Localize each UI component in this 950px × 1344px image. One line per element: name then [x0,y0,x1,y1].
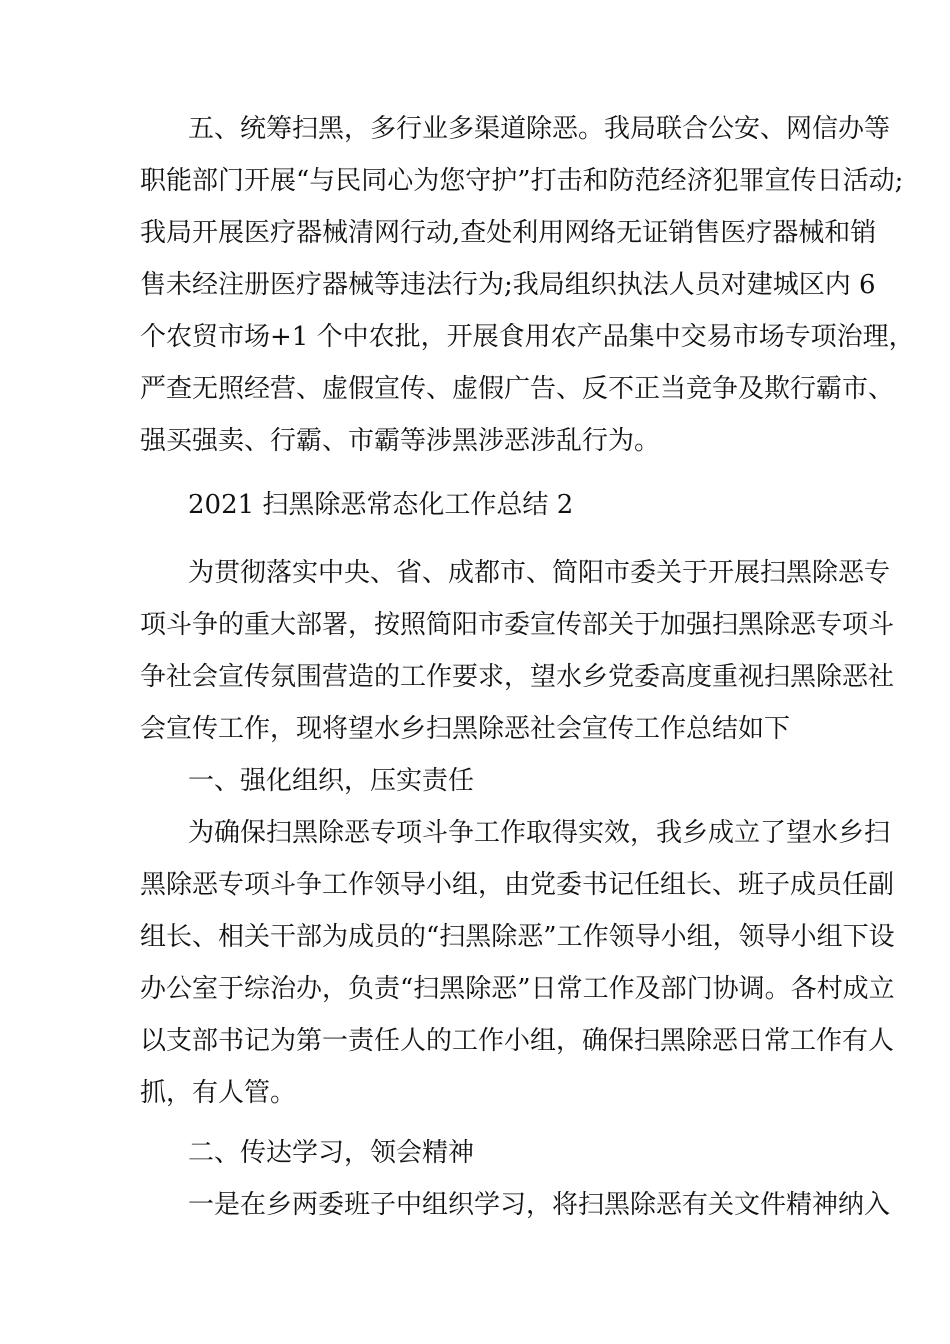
paragraph-3-line-2: 黑除恶专项斗争工作领导小组，由党委书记任组长、班子成员任副 [140,870,895,900]
paragraph-3-line-3: 组长、相关干部为成员的“扫黑除恶”工作领导小组，领导小组下设 [140,922,895,952]
paragraph-1-line-2: 职能部门开展“与民同心为您守护”打击和防范经济犯罪宣传日活动; [140,166,904,196]
paragraph-2-line-3: 争社会宣传氛围营造的工作要求，望水乡党委高度重视扫黑除恶社 [140,662,895,692]
paragraph-1-line-4: 售未经注册医疗器械等违法行为;我局组织执法人员对建城区内 6 [140,270,876,300]
paragraph-2-line-1: 为贯彻落实中央、省、成都市、简阳市委关于开展扫黑除恶专 [188,558,891,588]
paragraph-1-line-3: 我局开展医疗器械清网行动,查处利用网络无证销售医疗器械和销 [140,218,877,248]
paragraph-4-line-1: 一是在乡两委班子中组织学习，将扫黑除恶有关文件精神纳入 [188,1190,891,1220]
paragraph-1-line-1: 五、统筹扫黑，多行业多渠道除恶。我局联合公安、网信办等 [188,114,891,144]
heading-1: 一、强化组织，压实责任 [188,766,475,796]
paragraph-3-line-1: 为确保扫黑除恶专项斗争工作取得实效，我乡成立了望水乡扫 [188,818,891,848]
paragraph-3-line-5: 以支部书记为第一责任人的工作小组，确保扫黑除恶日常工作有人 [140,1026,895,1056]
paragraph-1-line-5: 个农贸市场+1 个中农批，开展食用农产品集中交易市场专项治理， [140,322,915,352]
paragraph-2-line-2: 项斗争的重大部署，按照简阳市委宣传部关于加强扫黑除恶专项斗 [140,610,895,640]
paragraph-1-line-7: 强买强卖、行霸、市霸等涉黑涉恶涉乱行为。 [140,426,661,456]
section-title: 2021 扫黑除恶常态化工作总结 2 [188,490,574,520]
paragraph-1-line-6: 严查无照经营、虚假宣传、虚假广告、反不正当竞争及欺行霸市、 [140,374,895,404]
heading-2: 二、传达学习，领会精神 [188,1138,475,1168]
paragraph-3-line-6: 抓，有人管。 [140,1078,297,1108]
paragraph-2-line-4: 会宣传工作，现将望水乡扫黑除恶社会宣传工作总结如下 [140,714,791,744]
paragraph-3-line-4: 办公室于综治办，负责“扫黑除恶”日常工作及部门协调。各村成立 [140,974,895,1004]
